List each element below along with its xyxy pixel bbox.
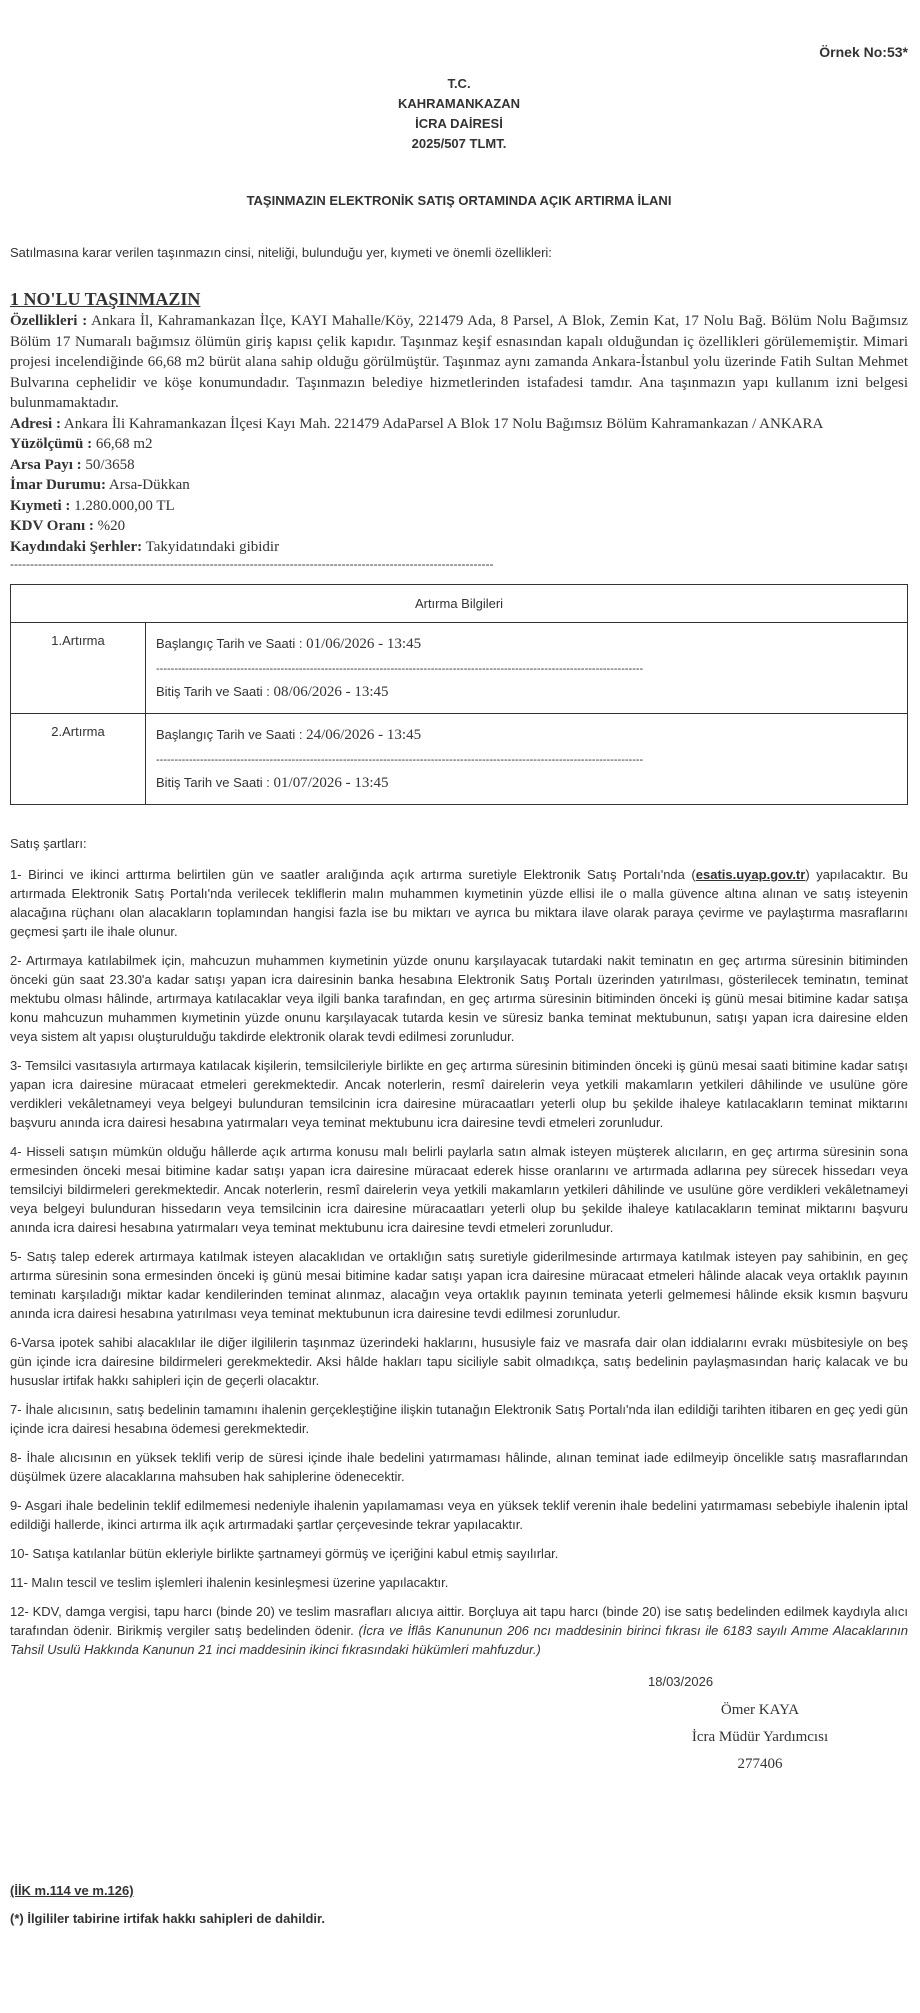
header-office: İCRA DAİRESİ	[415, 116, 503, 131]
signature-date: 18/03/2026	[648, 1674, 714, 1689]
term-12: 12- KDV, damga vergisi, tapu harcı (binde 20) ve teslim masrafları alıcıya aittir. Borçluya ait tapu harcı (binde 20) ise satış bedelinden edilmek kaydıyla alıcı tarafından ödenir. Birikmiş vergiler satış bedelinden ödenir. (İcra ve İflâs Kanununun 206 ncı maddesinin birinci fıkrası ile 6183 sayılı Amme Alacaklarının Tahsil Usulü Hakkında Kanunun 21 inci maddesinin ikinci fıkrasındaki hükümleri mahfuzdur.)	[10, 1604, 908, 1657]
auction-separator: -------------------------------------------------------------------------------------------------------------------------------------	[156, 754, 644, 766]
property-section	[10, 287, 908, 571]
auction-table	[10, 584, 908, 805]
auction-table-header: Artırma Bilgileri	[11, 585, 908, 623]
section-divider: -------------------------------------------------------------------------------------------------------------------------	[10, 557, 494, 571]
property-address: Adresi : Ankara İli Kahramankazan İlçesi Kayı Mah. 221479 AdaParsel A Blok 17 Nolu Bağımsız Bölüm Kahramankazan / ANKARA	[10, 415, 824, 432]
auction-label: 2.Artırma	[11, 714, 146, 805]
header-district: KAHRAMANKAZAN	[397, 96, 521, 111]
auction-row	[11, 623, 908, 714]
intro-text: Satılmasına karar verilen taşınmazın cinsi, niteliği, bulunduğu yer, kıymeti ve önemli özellikleri:	[10, 245, 552, 260]
signer-title: İcra Müdür Yardımcısı	[691, 1729, 829, 1745]
auction-separator: -------------------------------------------------------------------------------------------------------------------------------------	[156, 663, 644, 675]
property-vat: KDV Oranı : %20	[10, 518, 126, 534]
term-4: 4- Hisseli satışın mümkün olduğu hâllerde açık artırma konusu malı belirli paylarla satın almak isteyen müşterek alıcıların, en geç artırma süresinin sona ermesinden önceki mesai bitimine kadar satışı yapan icra dairesine müracaat ederek hisse oranlarını ve artırmada adlarına pey sürecek hissedarı veya temsilciyi bildirmeleri gerekmektedir. Ancak noterlerin, resmî dairelerin veya yetkili makamların yetkileri dâhilinde ve usulüne göre verdikleri vekâletnameyi veya belgeyi bulunduran hissedarın veya temsilcinin icra dairesine müracaatları yeterli olup bu şekilde ihaleye katılacakların teminat miktarını başvuru anında icra dairesi hesabına yatırmaları veya teminat mektubunu icra dairesine tevdi etmeleri zorunludur.	[10, 1144, 908, 1235]
terms-heading: Satış şartları:	[10, 836, 87, 851]
header-tc: T.C.	[447, 76, 471, 91]
term-9: 9- Asgari ihale bedelinin teklif edilmemesi nedeniyle ihalenin yapılamaması veya en yüksek teklif verenin ihale bedelini yatırmaması sebebiyle ihalenin iptal edildiği hallerde, ikinci artırma ilk açık artırmadaki şartlar çerçevesinde tekrar yapılacaktır.	[10, 1498, 908, 1532]
signer-name: Ömer KAYA	[720, 1702, 800, 1718]
term-8: 8- İhale alıcısının en yüksek teklifi verip de süresi içinde ihale bedelini yatırmaması hâlinde, alınan teminat iade edilmeyip öncelikle satış masraflarından düşülmek üzere alacaklarına mahsuben hak sahiplerine ödenecektir.	[10, 1450, 908, 1484]
property-land-share: Arsa Payı : 50/3658	[10, 456, 135, 473]
property-title: 1 NO'LU TAŞINMAZIN	[10, 289, 201, 309]
signature-block	[660, 1697, 860, 1778]
auction-start: Başlangıç Tarih ve Saati : 01/06/2026 - 13:45	[156, 636, 422, 652]
auction-start: Başlangıç Tarih ve Saati : 24/06/2026 - 13:45	[156, 727, 422, 743]
esatis-link[interactable]: esatis.uyap.gov.tr	[695, 867, 806, 882]
sample-number: Örnek No:53*	[819, 44, 908, 60]
term-5: 5- Satış talep ederek artırmaya katılmak isteyen alacaklıdan ve ortaklığın satış suretiyle giderilmesinde artırmaya katılmak isteyen pay sahibinin, en geç artırma süresinin sona ermesinden önceki iş günü mesai bitimine kadar satışı yapan icra dairesine müracaat etmeleri hâlinde alacak veya ortaklık payının teminatı karşıladığı miktar kadar kendilerinden teminat alınmaz, alacağın veya ortaklık payının teminata yeterli gelmemesi hâlinde eksik kısmın başvuru anında icra dairesi hesabına yatırılması veya teminat mektubunun icra dairesine tevdi edilmesi zorunludur.	[10, 1249, 908, 1321]
auction-end: Bitiş Tarih ve Saati : 01/07/2026 - 13:45	[156, 775, 389, 791]
law-reference: (İİK m.114 ve m.126)	[10, 1883, 134, 1898]
signer-number: 277406	[737, 1756, 783, 1772]
term-7: 7- İhale alıcısının, satış bedelinin tamamını ihalenin gerçekleştiğine ilişkin tutanağın Elektronik Satış Portalı'nda ilan edildiği tarihten itibaren en geç yedi gün içinde icra dairesi hesabına ödemesi gerekmektedir.	[10, 1402, 908, 1436]
property-zoning: İmar Durumu: Arsa-Dükkan	[10, 477, 190, 493]
term-2: 2- Artırmaya katılabilmek için, mahcuzun muhammen kıymetinin yüzde onunu karşılayacak tutardaki nakit teminatın en geç artırma süresinin bitiminden önceki gün saat 23.30'a kadar satışı yapan icra dairesinin banka hesabına Elektronik Satış Portalı üzerinden yatırılması, gösterilecek teminatın, teminat mektubu olması hâlinde, artırmaya katılacaklar veya ilgili banka tarafından, en geç artırma süresinin bitiminden önceki iş günü mesai bitimine kadar satışa konu mahcuzun muhammen kıymetinin yüzde onunu karşılayacak tutarda kesin ve süresiz banka teminat mektubunun, satışı yapan icra dairesine elden veya sistem alt yapısı oluşturulduğu takdirde elektronik olarak tevdi edilmesi zorunludur.	[10, 953, 908, 1044]
property-annotations: Kaydındaki Şerhler: Takyidatındaki gibidir	[10, 538, 280, 555]
auction-row	[11, 714, 908, 805]
term-10: 10- Satışa katılanlar bütün ekleriyle birlikte şartnameyi görmüş ve içeriğini kabul etmiş sayılırlar.	[10, 1546, 559, 1561]
term-1: 1- Birinci ve ikinci arttırma belirtilen gün ve saatler aralığında açık artırma suretiyle Elektronik Satış Portalı'nda (esatis.uyap.gov.tr) yapılacaktır. Bu artırmada Elektronik Satış Portalı'nda verilecek tekliflerin malın muhammen kıymetinin yüzde ellisi ile o malla güvence altına alınan ve satış isteyenin alacağına rüçhanı olan alacakların toplamından hangisi fazla ise bu miktarı ve ayrıca bu miktara ilave olarak paraya çevirme ve paylaştırma masraflarını geçmesi şartı ile ihale olunur.	[10, 867, 908, 939]
header-file-number: 2025/507 TLMT.	[411, 136, 507, 151]
footnote: (*) İlgililer tabirine irtifak hakkı sahipleri de dahildir.	[10, 1911, 325, 1926]
property-area: Yüzölçümü : 66,68 m2	[10, 436, 153, 452]
announcement-title: TAŞINMAZIN ELEKTRONİK SATIŞ ORTAMINDA AÇIK ARTIRMA İLANI	[246, 193, 672, 208]
document-header	[10, 74, 908, 154]
auction-label: 1.Artırma	[11, 623, 146, 714]
property-value: Kıymeti : 1.280.000,00 TL	[10, 497, 175, 514]
auction-end: Bitiş Tarih ve Saati : 08/06/2026 - 13:45	[156, 684, 389, 700]
property-features: Özellikleri : Ankara İl, Kahramankazan İlçe, KAYI Mahalle/Köy, 221479 Ada, 8 Parsel, A Blok, Zemin Kat, 17 Nolu Bağ. Bölüm Nolu Bağımsız Bölüm 17 Numaralı bağımsız ölümün giriş kapısı çelik kapıdır. Taşınmaz keşif esnasından kapalı olduğundan iç özellikleri görülememiştir. Mimari projesi incelendiğinde 66,68 m2 bürüt alana sahip olduğu görülmüştür. Taşınmaz aynı zamanda Ankara-İstanbul yolu üzerinde Fatih Sultan Mehmet Bulvarına cephelidir ve köşe konumundadır. Taşınmazın belediye hizmetlerinden istafadesi tamdır. Ana taşınmazın yapı kullanım izni belgesi bulunmamaktadır.	[10, 313, 908, 411]
term-6: 6-Varsa ipotek sahibi alacaklılar ile diğer ilgililerin taşınmaz üzerindeki haklarını, hususiyle faiz ve masrafa dair olan iddialarını evrakı müsbitesiyle on beş gün içinde icra dairesine bildirmeleri gerekmektedir. Aksi hâlde hakları tapu siciliyle sabit olmadıkça, satış bedelinin paylaşmasından hariç kalacak ve bu hususlar irtifak hakkı sahipleri için de geçerli olacaktır.	[10, 1335, 908, 1388]
term-11: 11- Malın tescil ve teslim işlemleri ihalenin kesinleşmesi üzerine yapılacaktır.	[10, 1575, 449, 1590]
term-3: 3- Temsilci vasıtasıyla artırmaya katılacak kişilerin, temsilcileriyle birlikte en geç artırma süresinin bitiminden önceki iş günü mesai saati bitimine kadar satışı yapan icra dairesine müracaat etmeleri gerekmektedir. Ancak noterlerin, resmî dairelerin veya yetkili makamların yetkileri dâhilinde ve usulüne göre verdikleri vekâletnameyi veya belgeyi bulunduran temsilcinin icra dairesine müracaatları yeterli olup bu şekilde ihaleye katılacakların teminat miktarını başvuru anında icra dairesi hesabına yatırmaları veya teminat mektubunu icra dairesine tevdi etmeleri zorunludur.	[10, 1058, 908, 1130]
sale-terms	[10, 834, 908, 1669]
